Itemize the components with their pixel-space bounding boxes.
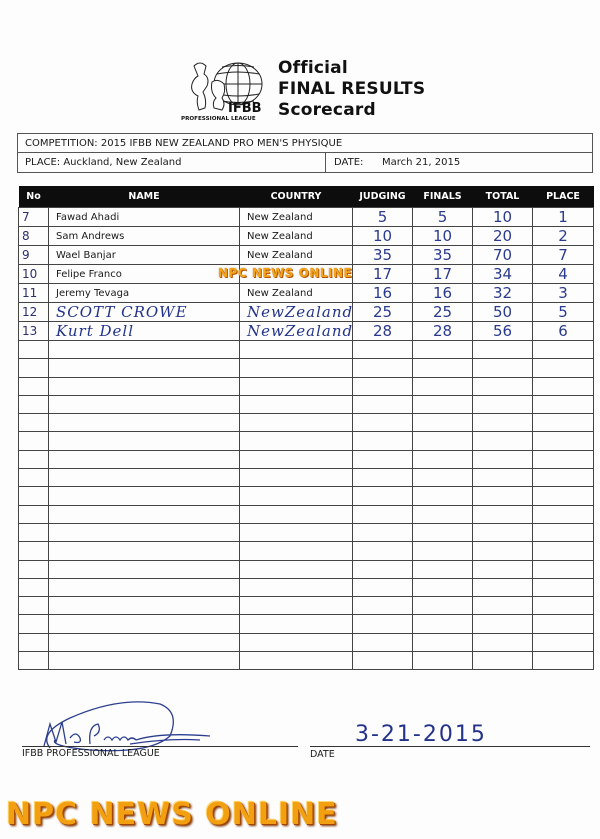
cell-place bbox=[533, 615, 594, 633]
cell-no: 9 bbox=[19, 246, 49, 265]
cell-country bbox=[240, 505, 353, 523]
competition-info-box bbox=[17, 133, 593, 173]
cell-judging bbox=[353, 652, 413, 670]
title-line-official: Official bbox=[278, 58, 348, 78]
empty-table-row bbox=[19, 395, 594, 413]
cell-judging bbox=[353, 615, 413, 633]
cell-name: SCOTT CROWE bbox=[49, 303, 240, 322]
cell-country bbox=[240, 450, 353, 468]
cell-total bbox=[473, 469, 533, 487]
cell-place bbox=[533, 359, 594, 377]
cell-judging bbox=[353, 487, 413, 505]
cell-name bbox=[49, 377, 240, 395]
cell-place bbox=[533, 469, 594, 487]
table-header-row bbox=[19, 186, 594, 208]
col-header-country: COUNTRY bbox=[240, 186, 353, 208]
cell-finals: 35 bbox=[413, 246, 473, 265]
cell-country bbox=[240, 633, 353, 651]
cell-total bbox=[473, 578, 533, 596]
cell-finals bbox=[413, 377, 473, 395]
cell-total bbox=[473, 505, 533, 523]
scorecard-title bbox=[278, 58, 425, 121]
cell-place bbox=[533, 377, 594, 395]
cell-total bbox=[473, 652, 533, 670]
cell-total bbox=[473, 523, 533, 541]
cell-country: NewZealand bbox=[240, 322, 353, 341]
cell-place bbox=[533, 597, 594, 615]
col-header-place: PLACE bbox=[533, 186, 594, 208]
cell-name: Wael Banjar bbox=[49, 246, 240, 265]
cell-finals: 28 bbox=[413, 322, 473, 341]
cell-name: Felipe Franco bbox=[49, 265, 240, 284]
cell-no bbox=[19, 450, 49, 468]
table-row bbox=[19, 303, 594, 322]
cell-no bbox=[19, 542, 49, 560]
svg-text:IFBB: IFBB bbox=[228, 101, 262, 116]
cell-judging bbox=[353, 395, 413, 413]
cell-no bbox=[19, 359, 49, 377]
cell-total bbox=[473, 487, 533, 505]
cell-no: 11 bbox=[19, 284, 49, 303]
table-row bbox=[19, 246, 594, 265]
cell-total bbox=[473, 432, 533, 450]
footer-date-label: DATE bbox=[310, 749, 335, 760]
cell-name bbox=[49, 652, 240, 670]
cell-place bbox=[533, 505, 594, 523]
cell-total bbox=[473, 542, 533, 560]
cell-country bbox=[240, 414, 353, 432]
cell-judging bbox=[353, 633, 413, 651]
cell-no bbox=[19, 560, 49, 578]
cell-no: 13 bbox=[19, 322, 49, 341]
cell-country bbox=[240, 395, 353, 413]
cell-name bbox=[49, 450, 240, 468]
cell-place bbox=[533, 414, 594, 432]
cell-total: 56 bbox=[473, 322, 533, 341]
ifbb-logo-icon bbox=[180, 56, 272, 122]
cell-no bbox=[19, 414, 49, 432]
cell-judging: 16 bbox=[353, 284, 413, 303]
cell-country: New Zealand bbox=[240, 246, 353, 265]
cell-total: 70 bbox=[473, 246, 533, 265]
cell-country bbox=[240, 578, 353, 596]
cell-name: Fawad Ahadi bbox=[49, 208, 240, 227]
cell-name: Jeremy Tevaga bbox=[49, 284, 240, 303]
empty-table-row bbox=[19, 560, 594, 578]
cell-judging bbox=[353, 341, 413, 359]
cell-name bbox=[49, 341, 240, 359]
cell-place: 7 bbox=[533, 246, 594, 265]
cell-judging bbox=[353, 432, 413, 450]
handwritten-date: 3-21-2015 bbox=[355, 722, 487, 747]
cell-country: NewZealand bbox=[240, 303, 353, 322]
cell-country bbox=[240, 359, 353, 377]
cell-finals: 17 bbox=[413, 265, 473, 284]
cell-name bbox=[49, 505, 240, 523]
signature-label: IFBB PROFESSIONAL LEAGUE bbox=[22, 748, 160, 759]
cell-no bbox=[19, 615, 49, 633]
cell-finals bbox=[413, 359, 473, 377]
cell-place bbox=[533, 432, 594, 450]
cell-total bbox=[473, 560, 533, 578]
cell-country bbox=[240, 469, 353, 487]
date-line bbox=[310, 746, 590, 747]
cell-no bbox=[19, 395, 49, 413]
cell-country bbox=[240, 341, 353, 359]
cell-finals bbox=[413, 652, 473, 670]
cell-finals bbox=[413, 542, 473, 560]
cell-name bbox=[49, 469, 240, 487]
cell-name bbox=[49, 615, 240, 633]
cell-no bbox=[19, 597, 49, 615]
col-header-name: NAME bbox=[49, 186, 240, 208]
cell-country bbox=[240, 542, 353, 560]
col-header-finals: FINALS bbox=[413, 186, 473, 208]
cell-finals bbox=[413, 523, 473, 541]
cell-finals: 16 bbox=[413, 284, 473, 303]
empty-table-row bbox=[19, 505, 594, 523]
cell-name bbox=[49, 432, 240, 450]
cell-total: 50 bbox=[473, 303, 533, 322]
cell-no bbox=[19, 432, 49, 450]
cell-country bbox=[240, 523, 353, 541]
empty-table-row bbox=[19, 432, 594, 450]
date-label: DATE: bbox=[334, 157, 364, 168]
table-row bbox=[19, 284, 594, 303]
cell-finals bbox=[413, 469, 473, 487]
cell-total bbox=[473, 450, 533, 468]
empty-table-row bbox=[19, 578, 594, 596]
cell-judging bbox=[353, 359, 413, 377]
cell-place: 3 bbox=[533, 284, 594, 303]
cell-judging bbox=[353, 523, 413, 541]
cell-place: 2 bbox=[533, 227, 594, 246]
cell-finals bbox=[413, 341, 473, 359]
cell-finals bbox=[413, 395, 473, 413]
cell-country bbox=[240, 597, 353, 615]
cell-place bbox=[533, 523, 594, 541]
cell-country bbox=[240, 615, 353, 633]
cell-name bbox=[49, 597, 240, 615]
cell-finals: 25 bbox=[413, 303, 473, 322]
cell-name: Kurt Dell bbox=[49, 322, 240, 341]
cell-total bbox=[473, 597, 533, 615]
cell-name bbox=[49, 560, 240, 578]
results-table bbox=[18, 186, 594, 670]
cell-total bbox=[473, 341, 533, 359]
cell-name: Sam Andrews bbox=[49, 227, 240, 246]
cell-country bbox=[240, 560, 353, 578]
cell-finals bbox=[413, 432, 473, 450]
cell-country bbox=[240, 652, 353, 670]
table-row bbox=[19, 322, 594, 341]
empty-table-row bbox=[19, 487, 594, 505]
empty-table-row bbox=[19, 652, 594, 670]
cell-judging bbox=[353, 542, 413, 560]
empty-table-row bbox=[19, 633, 594, 651]
empty-table-row bbox=[19, 414, 594, 432]
cell-country bbox=[240, 432, 353, 450]
cell-total bbox=[473, 395, 533, 413]
cell-finals bbox=[413, 560, 473, 578]
empty-table-row bbox=[19, 450, 594, 468]
svg-text:PROFESSIONAL LEAGUE: PROFESSIONAL LEAGUE bbox=[181, 116, 256, 122]
cell-total: 32 bbox=[473, 284, 533, 303]
cell-judging bbox=[353, 469, 413, 487]
cell-place: 1 bbox=[533, 208, 594, 227]
cell-place bbox=[533, 487, 594, 505]
cell-place bbox=[533, 542, 594, 560]
cell-judging bbox=[353, 505, 413, 523]
cell-name bbox=[49, 395, 240, 413]
cell-no: 8 bbox=[19, 227, 49, 246]
title-line-scorecard: Scorecard bbox=[278, 100, 376, 120]
empty-table-row bbox=[19, 523, 594, 541]
col-header-judging: JUDGING bbox=[353, 186, 413, 208]
npc-news-online-banner: NPC NEWS ONLINE bbox=[6, 797, 338, 832]
cell-total bbox=[473, 359, 533, 377]
cell-total bbox=[473, 414, 533, 432]
cell-place bbox=[533, 341, 594, 359]
cell-finals bbox=[413, 578, 473, 596]
cell-place: 4 bbox=[533, 265, 594, 284]
cell-place bbox=[533, 578, 594, 596]
cell-finals: 5 bbox=[413, 208, 473, 227]
cell-name bbox=[49, 487, 240, 505]
cell-judging bbox=[353, 450, 413, 468]
cell-total: 34 bbox=[473, 265, 533, 284]
empty-table-row bbox=[19, 359, 594, 377]
cell-judging: 28 bbox=[353, 322, 413, 341]
cell-no: 10 bbox=[19, 265, 49, 284]
cell-judging: 17 bbox=[353, 265, 413, 284]
cell-finals bbox=[413, 450, 473, 468]
cell-place: 6 bbox=[533, 322, 594, 341]
competition-field: COMPETITION: 2015 IFBB NEW ZEALAND PRO MEN'S PHYSIQUE bbox=[18, 134, 592, 153]
cell-finals bbox=[413, 597, 473, 615]
cell-country: New Zealand bbox=[240, 208, 353, 227]
cell-no bbox=[19, 505, 49, 523]
cell-no bbox=[19, 578, 49, 596]
col-header-no: No bbox=[19, 186, 49, 208]
cell-total bbox=[473, 615, 533, 633]
cell-judging: 5 bbox=[353, 208, 413, 227]
cell-judging: 10 bbox=[353, 227, 413, 246]
table-row bbox=[19, 227, 594, 246]
cell-judging bbox=[353, 377, 413, 395]
cell-finals bbox=[413, 633, 473, 651]
cell-no bbox=[19, 469, 49, 487]
cell-judging: 25 bbox=[353, 303, 413, 322]
empty-table-row bbox=[19, 469, 594, 487]
cell-place bbox=[533, 633, 594, 651]
empty-table-row bbox=[19, 597, 594, 615]
cell-judging bbox=[353, 414, 413, 432]
cell-name bbox=[49, 359, 240, 377]
empty-table-row bbox=[19, 615, 594, 633]
signature-line bbox=[22, 746, 298, 747]
cell-country: New Zealand bbox=[240, 284, 353, 303]
date-field bbox=[325, 153, 460, 172]
cell-name bbox=[49, 523, 240, 541]
cell-no bbox=[19, 652, 49, 670]
cell-country bbox=[240, 487, 353, 505]
cell-no: 7 bbox=[19, 208, 49, 227]
cell-total bbox=[473, 633, 533, 651]
cell-total bbox=[473, 377, 533, 395]
cell-no bbox=[19, 377, 49, 395]
npc-news-watermark: NPC NEWS ONLINE bbox=[218, 266, 353, 280]
cell-place bbox=[533, 652, 594, 670]
cell-finals bbox=[413, 414, 473, 432]
cell-no: 12 bbox=[19, 303, 49, 322]
title-line-final-results: FINAL RESULTS bbox=[278, 79, 426, 99]
cell-total: 10 bbox=[473, 208, 533, 227]
empty-table-row bbox=[19, 377, 594, 395]
cell-no bbox=[19, 523, 49, 541]
cell-judging: 35 bbox=[353, 246, 413, 265]
cell-total: 20 bbox=[473, 227, 533, 246]
cell-finals bbox=[413, 505, 473, 523]
cell-place bbox=[533, 395, 594, 413]
place-date-row bbox=[18, 153, 592, 172]
cell-no bbox=[19, 487, 49, 505]
cell-place bbox=[533, 450, 594, 468]
cell-finals bbox=[413, 615, 473, 633]
cell-name bbox=[49, 414, 240, 432]
cell-name bbox=[49, 633, 240, 651]
cell-judging bbox=[353, 597, 413, 615]
place-field: PLACE: Auckland, New Zealand bbox=[25, 157, 182, 168]
cell-finals: 10 bbox=[413, 227, 473, 246]
cell-country bbox=[240, 377, 353, 395]
empty-table-row bbox=[19, 341, 594, 359]
table-row bbox=[19, 208, 594, 227]
cell-country: New Zealand bbox=[240, 227, 353, 246]
date-value: March 21, 2015 bbox=[382, 157, 461, 168]
cell-name bbox=[49, 578, 240, 596]
cell-place: 5 bbox=[533, 303, 594, 322]
empty-table-row bbox=[19, 542, 594, 560]
col-header-total: TOTAL bbox=[473, 186, 533, 208]
cell-judging bbox=[353, 578, 413, 596]
cell-judging bbox=[353, 560, 413, 578]
cell-place bbox=[533, 560, 594, 578]
cell-finals bbox=[413, 487, 473, 505]
cell-no bbox=[19, 341, 49, 359]
cell-no bbox=[19, 633, 49, 651]
cell-name bbox=[49, 542, 240, 560]
